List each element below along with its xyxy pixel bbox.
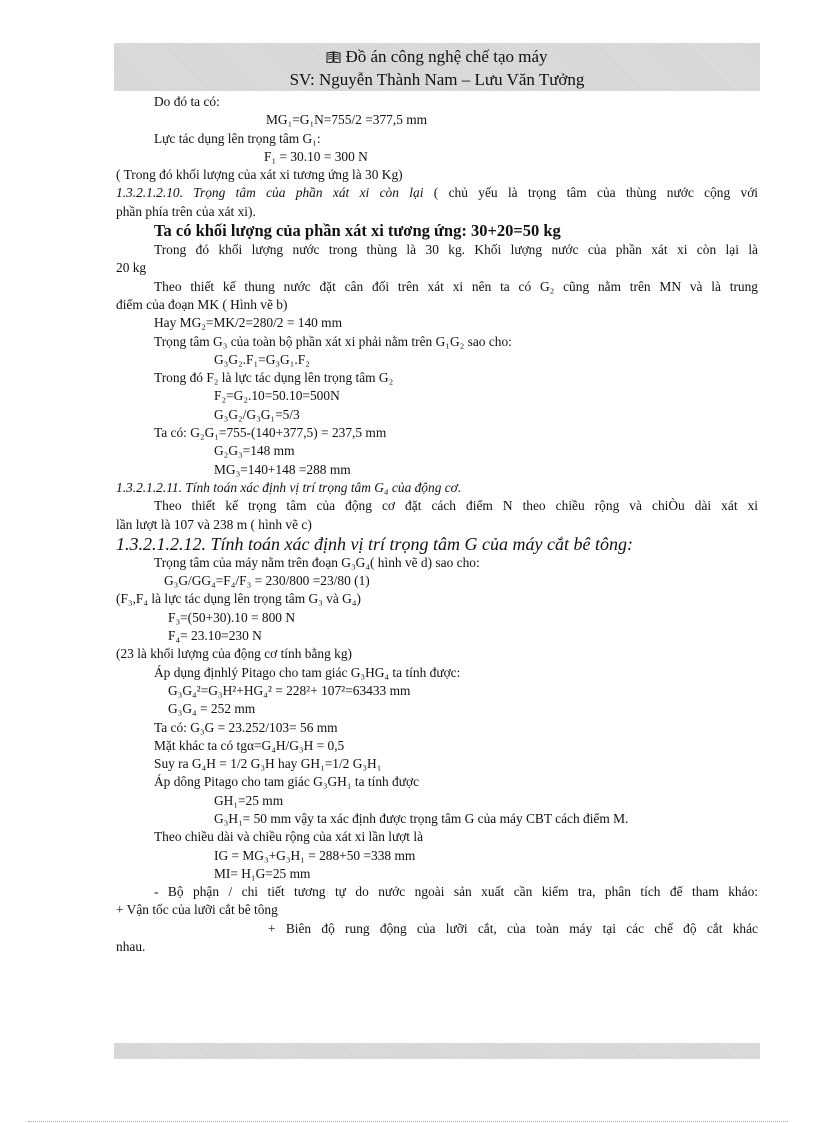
text-line: Do đó ta có:	[154, 94, 220, 109]
section-heading: 1.3.2.1.2.11. Tính toán xác định vị trí trọng tâm G₄ của động cơ.	[116, 479, 462, 495]
text-line: Suy ra G₄H = 1/2 G₃H hay GH₁=1/2 G₃H₁	[154, 756, 382, 772]
header-title: Đồ án công nghệ chế tạo máy	[345, 47, 548, 66]
text-line: Theo thiết kế thung nước đặt cân đối trên xát xi nên ta có G₂ cũng nằm trên MN và là trung	[154, 278, 758, 294]
section-heading: 1.3.2.1.2.10. Trọng tâm của phần xát xi còn lại	[116, 185, 424, 201]
text-line: (F₃,F₄ là lực tác dụng lên trọng tâm G₃ và G₄)	[116, 591, 361, 607]
document-body	[116, 93, 758, 956]
text-line: Trọng tâm G₃ của toàn bộ phần xát xi phải nằm trên G₁G₂ sao cho:	[154, 333, 512, 349]
text-line: + Biên độ rung động của lưỡi cắt, của toàn máy tại các chế độ cắt khác	[268, 920, 758, 936]
formula-line: MG₃=140+148 =288 mm	[214, 461, 351, 477]
formula-line: G₃G₂/G₃G₁=5/3	[214, 406, 300, 422]
text-line: ( Trong đó khối lượng của xát xi tương ứng là 30 Kg)	[116, 167, 403, 183]
formula-line: F₂=G₂.10=50.10=500N	[214, 388, 340, 404]
text-line: Theo chiều dài và chiều rộng của xát xi lần lượt là	[154, 829, 424, 845]
text-line: Áp dụng địnhlý Pitago cho tam giác G₃HG₄ ta tính được:	[154, 664, 461, 680]
text-line: nhau.	[116, 939, 146, 955]
formula-line: G₃G₄²=G₃H²+HG₄² = 228²+ 107²=63433 mm	[168, 682, 411, 698]
text-line: (23 là khối lượng của động cơ tính bằng kg)	[116, 646, 352, 662]
section-heading-large: 1.3.2.1.2.12. Tính toán xác định vị trí trọng tâm G của máy cắt bê tông:	[116, 533, 633, 554]
book-icon	[326, 51, 341, 63]
formula-line: G₃H₁= 50 mm vậy ta xác định được trọng tâm G của máy CBT cách điểm M.	[214, 810, 629, 826]
text-line: Hay MG₂=MK/2=280/2 = 140 mm	[154, 315, 343, 331]
section-heading-line	[116, 184, 758, 202]
formula-line: F₄= 23.10=230 N	[168, 628, 262, 644]
text-line: + Vận tốc của lưỡi cắt bê tông	[116, 902, 278, 918]
text-line: Ta có: G₂G₁=755-(140+377,5) = 237,5 mm	[154, 425, 387, 441]
header-authors: SV: Nguyễn Thành Nam – Lưu Văn Tưởng	[289, 70, 585, 89]
bold-statement: Ta có khối lượng của phần xát xi tương ứng: 30+20=50 kg	[154, 221, 561, 241]
formula-line: F₃=(50+30).10 = 800 N	[168, 609, 296, 625]
page-header	[114, 43, 760, 91]
formula-line: IG = MG₃+G₃H₁ = 288+50 =338 mm	[214, 847, 416, 863]
text-line: 20 kg	[116, 260, 147, 276]
formula-line: G₃G₄ = 252 mm	[168, 701, 256, 717]
text-line: Ta có: G₃G = 23.252/103= 56 mm	[154, 719, 338, 735]
text-line: Mặt khác ta có tgα=G₄H/G₃H = 0,5	[154, 737, 345, 753]
text-line: - Bộ phận / chi tiết tương tự do nước ngoài sản xuất cần kiểm tra, phân tích để tham khảo:	[154, 884, 758, 900]
formula-line: F₁ = 30.10 = 300 N	[264, 148, 368, 164]
text-line: Trong đó khối lượng nước trong thùng là 30 kg. Khối lượng nước của phần xát xi còn lại là	[154, 242, 758, 258]
formula-line: G₂G₃=148 mm	[214, 443, 295, 459]
text-line: phần phía trên của xát xi).	[116, 203, 256, 219]
page-footer-band	[114, 1043, 760, 1059]
text-line: lần lượt là 107 và 238 m ( hình vẽ c)	[116, 516, 312, 532]
formula-line: MG₁=G₁N=755/2 =377,5 mm	[266, 112, 428, 128]
formula-line: MI= H₁G=25 mm	[214, 865, 311, 881]
formula-line: G₃G₂.F₁=G₃G₁.F₂	[214, 351, 310, 367]
text-line: Trọng tâm của máy nằm trên đoạn G₃G₄( hình vẽ d) sao cho:	[154, 554, 480, 570]
text-line: Trong đó F₂ là lực tác dụng lên trọng tâm G₂	[154, 370, 394, 386]
page-bottom-rule	[28, 1121, 788, 1122]
formula-line: G₃G/GG₄=F₄/F₃ = 230/800 =23/80 (1)	[164, 573, 370, 589]
text-line: Áp dông Pitago cho tam giác G₃GH₁ ta tính được	[154, 774, 420, 790]
text-line: điểm của đoạn MK ( Hình vẽ b)	[116, 296, 288, 312]
text-line: Lực tác dụng lên trọng tâm G₁:	[154, 130, 321, 146]
section-heading-note: ( chủ yếu là trọng tâm của thùng nước cộng với	[433, 185, 758, 201]
formula-line: GH₁=25 mm	[214, 792, 284, 808]
text-line: Theo thiết kế trọng tâm của động cơ đặt cách điểm N theo chiều rộng và chiÒu dài xát xi	[154, 498, 758, 514]
